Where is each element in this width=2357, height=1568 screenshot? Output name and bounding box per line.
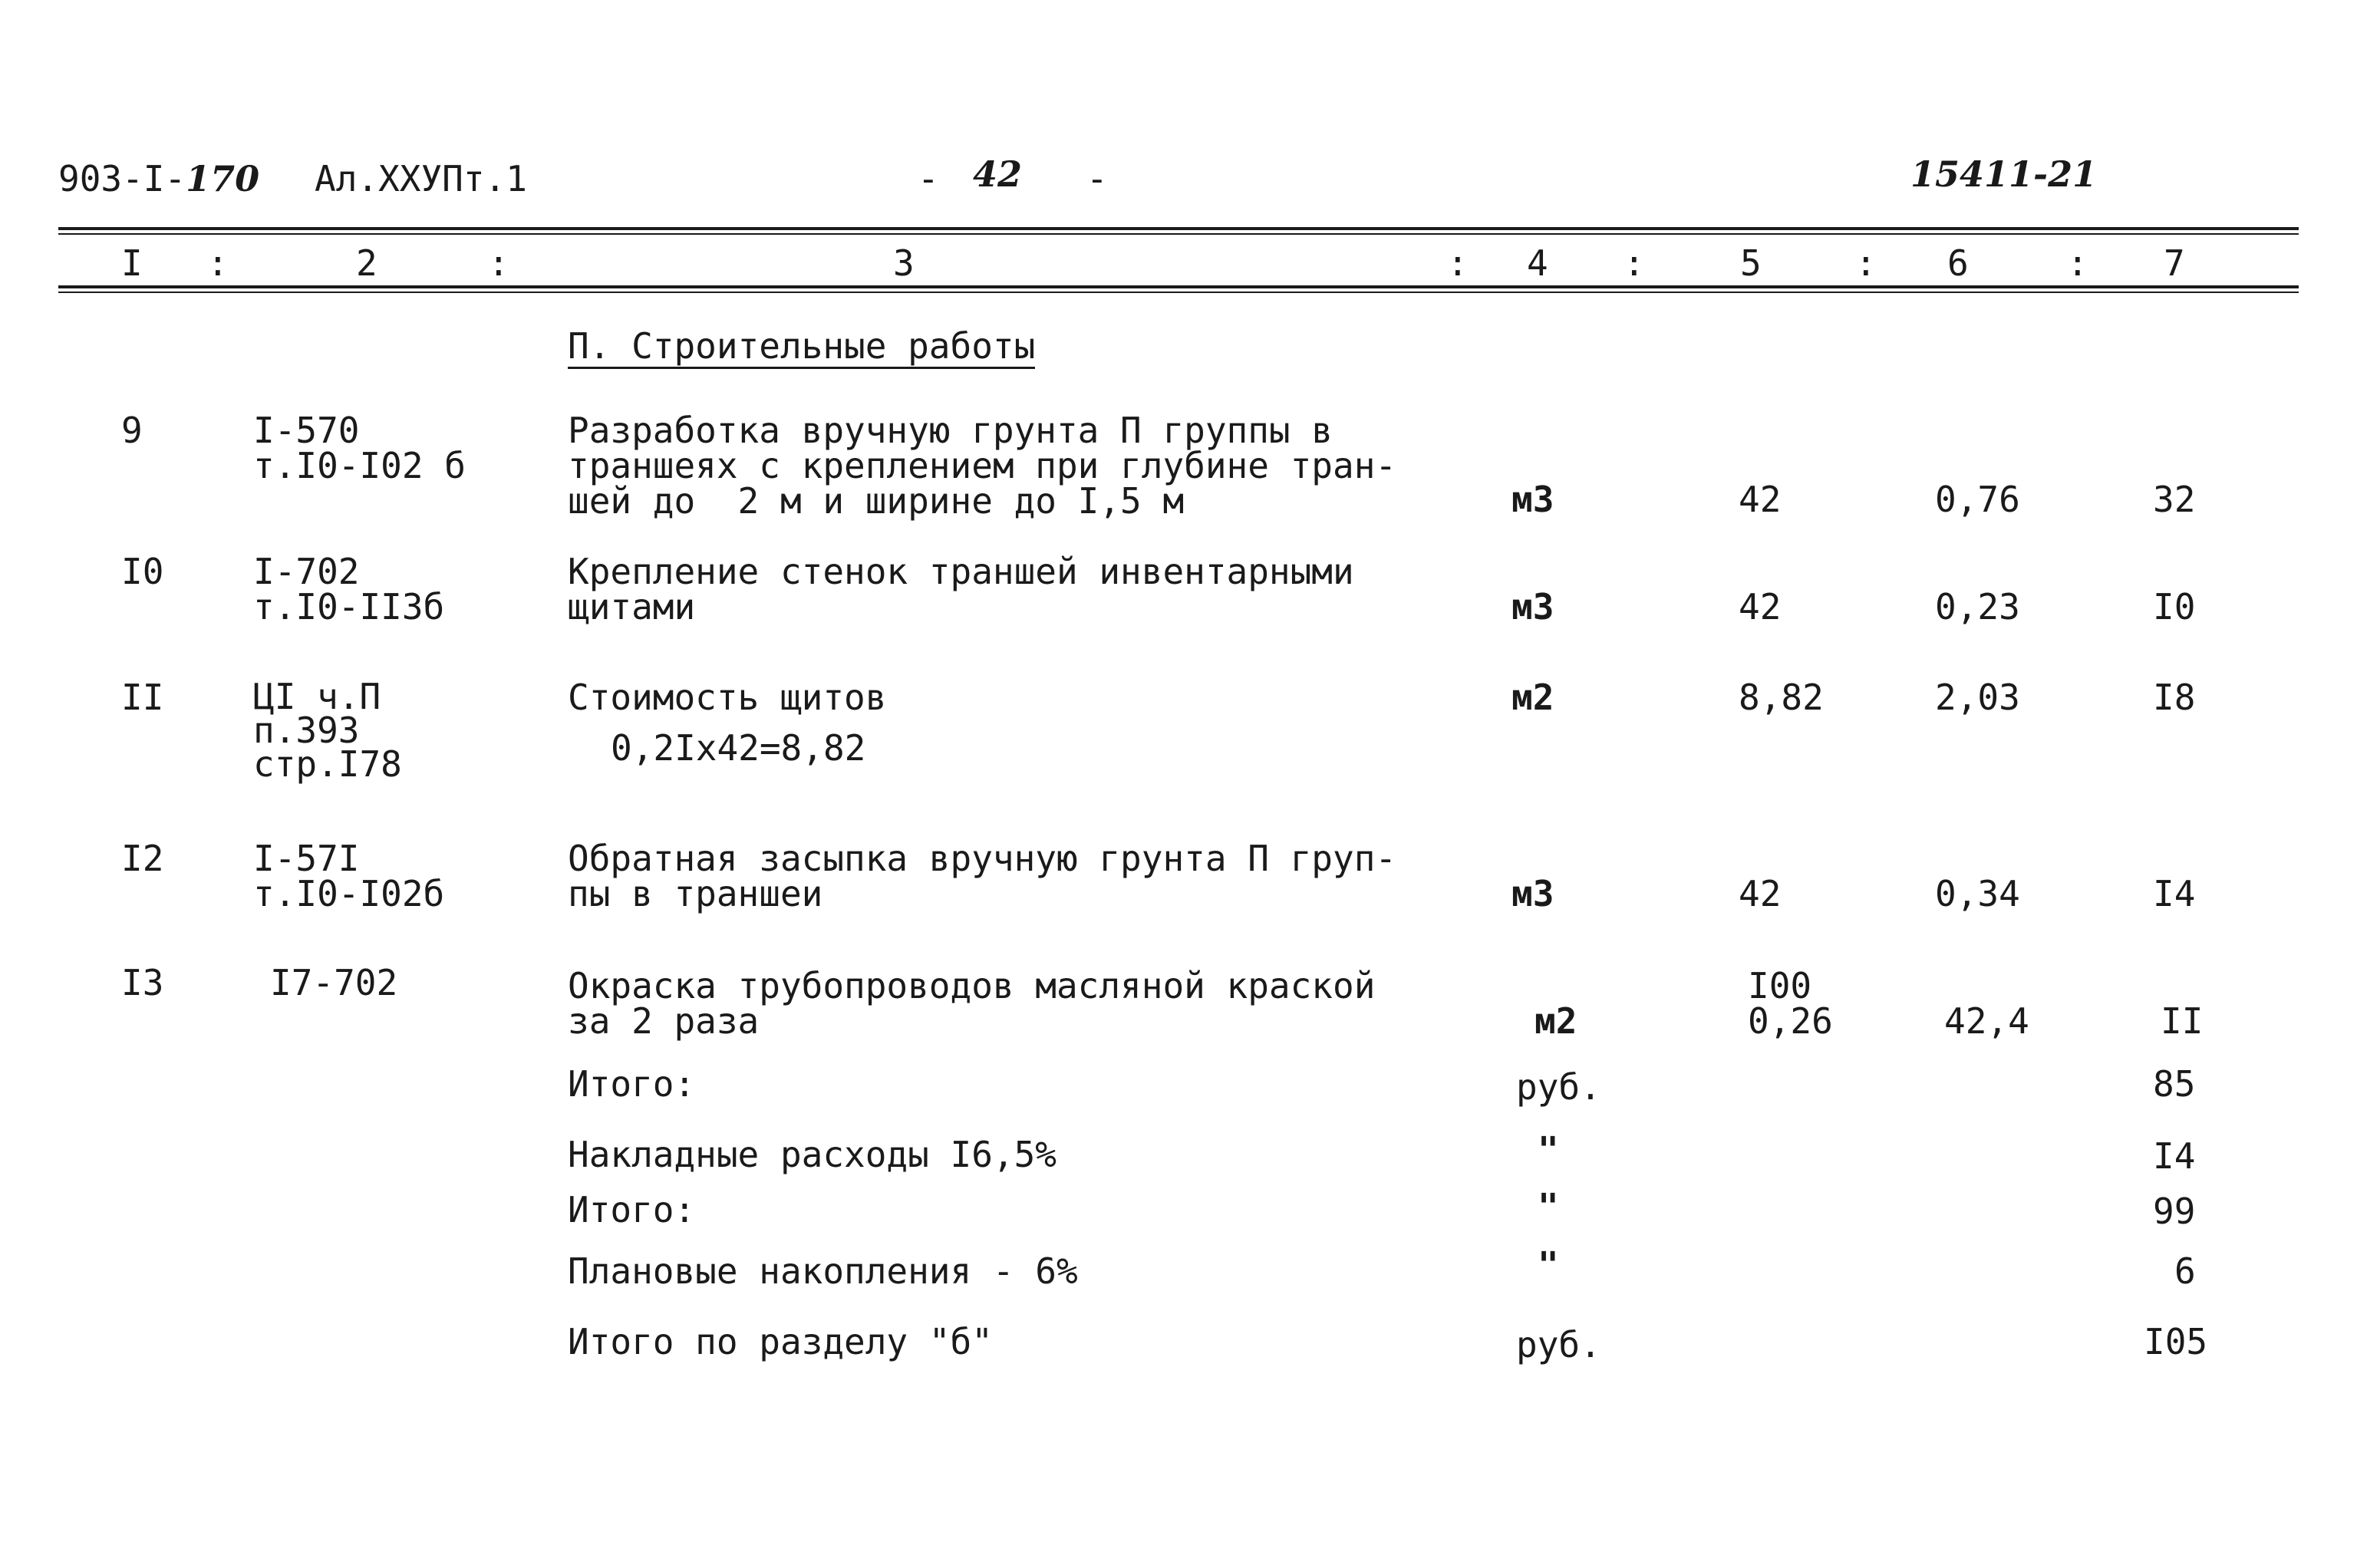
row-quantity: I00 0,26 [1748,965,1833,1042]
row-unit-price: 0,23 [1935,586,2020,628]
column-header-6: 6 [1947,242,1969,284]
row-total: II [2161,1000,2204,1042]
column-header-2: 2 [356,242,377,284]
column-separator: : [1447,242,1469,284]
column-header-5: 5 [1740,242,1762,284]
page-number-dash-right: - [1086,158,1108,199]
row-code: I-570 т.I0-I02 б [253,410,466,486]
row-quantity: 42 [1739,586,1782,628]
column-separator: : [2067,242,2088,284]
column-separator: : [1624,242,1645,284]
document-code [58,158,260,199]
row-unit-price: 0,76 [1935,479,2020,520]
column-separator: : [488,242,509,284]
summary-label: Плановые накопления - 6% [568,1250,1078,1292]
header-rule-bottom [58,285,2299,288]
row-description: Окраска трубопроводов масляной краской за 2 раза [568,965,1376,1042]
row-unit: м2 [1511,677,1554,718]
row-unit: м3 [1511,586,1554,628]
row-unit-price: 2,03 [1935,677,2020,718]
page-number: 42 [973,153,1023,195]
row-quantity: 42 [1739,479,1782,520]
row-description: Стоимость щитов [568,677,887,718]
row-total: I4 [2153,873,2196,914]
summary-total: I05 [2144,1321,2208,1362]
row-code: I-702 т.I0-II3б [253,551,445,628]
row-code: I-57I т.I0-I02б [253,838,445,914]
summary-total: I4 [2153,1135,2196,1177]
document-code-handwritten: 170 [186,158,260,199]
row-number: I2 [121,838,164,879]
archive-number: 15411-21 [1910,153,2098,195]
row-unit: м3 [1511,873,1554,914]
column-header-1: I [121,242,143,284]
column-header-3: 3 [893,242,915,284]
row-unit-price: 42,4 [1944,1000,2029,1042]
row-quantity: 42 [1739,873,1782,914]
column-separator: : [207,242,229,284]
row-total: I8 [2153,677,2196,718]
row-number: I0 [121,551,164,592]
summary-label: Итого: [568,1063,696,1105]
row-calculation: 0,2Iх42=8,82 [611,727,866,769]
row-total: I0 [2153,586,2196,628]
section-title: П. Строительные работы [568,328,1035,369]
row-code: I7-702 [270,962,398,1003]
summary-total: 99 [2153,1191,2196,1232]
summary-unit: " [1538,1244,1559,1286]
page-number-dash-left: - [918,158,939,199]
row-total: 32 [2153,479,2196,520]
header-rule-top [58,227,2299,230]
summary-unit: " [1538,1186,1559,1227]
summary-unit: руб. [1516,1324,1601,1365]
header-rule-top-inner [58,233,2299,235]
summary-label: Итого по разделу "б" [568,1321,993,1362]
summary-unit: руб. [1516,1066,1601,1108]
row-unit-price: 0,34 [1935,873,2020,914]
row-unit: м3 [1511,479,1554,520]
summary-label: Итого: [568,1189,696,1230]
summary-total: 6 [2174,1250,2196,1292]
row-number: 9 [121,410,143,451]
row-description: Обратная засыпка вручную грунта П груп- пы в траншеи [568,838,1397,914]
column-header-7: 7 [2164,242,2185,284]
column-header-4: 4 [1527,242,1548,284]
document-code-prefix: 903-I- [58,158,186,199]
summary-unit: " [1538,1129,1559,1171]
summary-total: 85 [2153,1063,2196,1105]
row-description: Крепление стенок траншей инвентарными щитами [568,551,1354,628]
column-separator: : [1855,242,1877,284]
summary-label: Накладные расходы I6,5% [568,1134,1057,1175]
header-rule-bottom-inner [58,292,2299,293]
row-description: Разработка вручную грунта П группы в траншеях с креплением при глубине тран- шей до 2 м и ширине до I,5 м [568,410,1397,522]
row-number: II [121,677,164,718]
row-unit: м2 [1535,1000,1577,1042]
row-code: ЦI ч.П п.393 стр.I78 [253,676,402,785]
row-quantity: 8,82 [1739,677,1824,718]
row-number: I3 [121,962,164,1003]
album-reference: Ал.ХХУПт.1 [315,158,527,199]
